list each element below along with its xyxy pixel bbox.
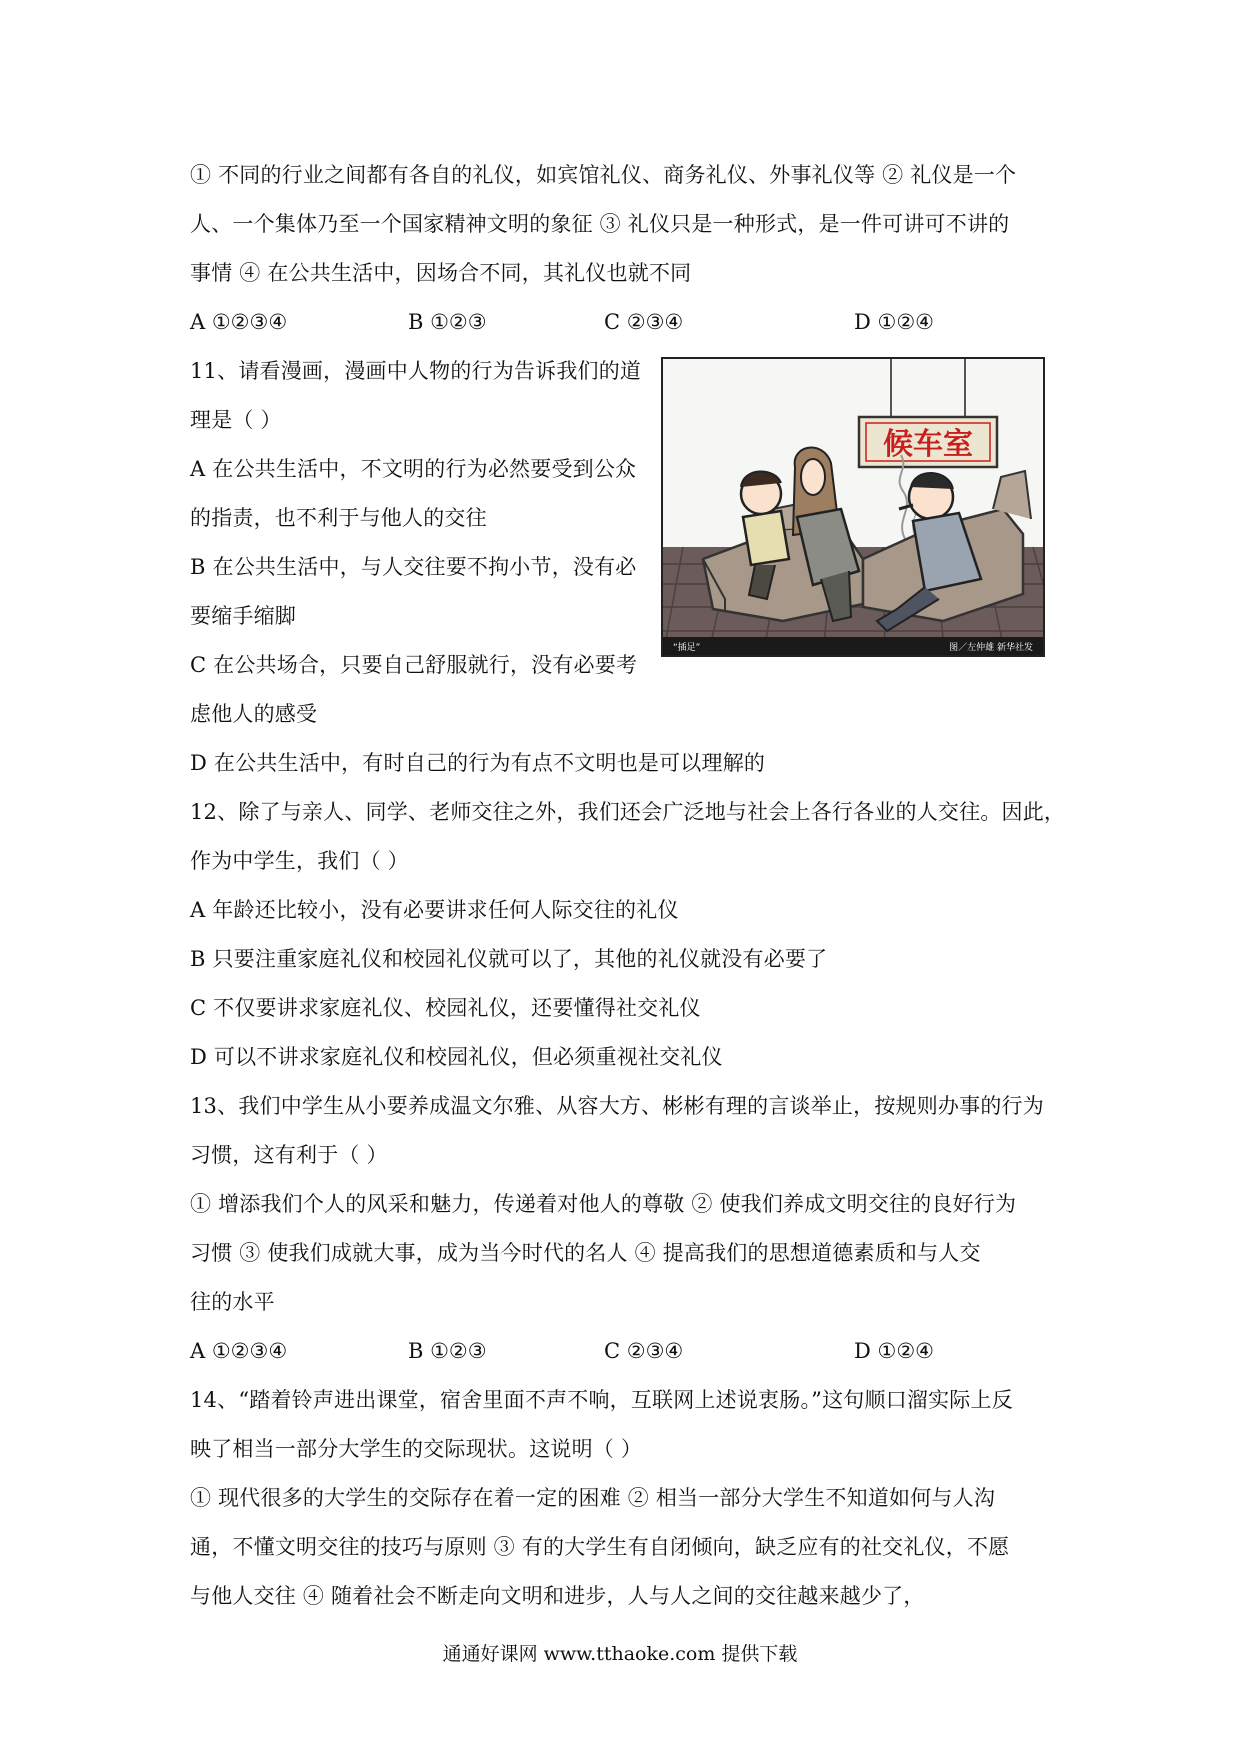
cartoon-sign-text: 候车室 <box>883 427 973 462</box>
q10-choices <box>190 307 1010 337</box>
q13-choice-a: A ①②③④ <box>190 1339 288 1363</box>
q11-option-line: 要缩手缩脚 <box>190 604 296 628</box>
page-footer: 通通好课网 www.tthaoke.com 提供下载 <box>442 1643 798 1665</box>
q11-question-line: 11、请看漫画，漫画中人物的行为告诉我们的道 <box>190 359 642 383</box>
q13-question-line: 习惯，这有利于（ ） <box>190 1143 388 1167</box>
q10-choice-d: D ①②④ <box>854 310 934 334</box>
q12-option-line: D 可以不讲求家庭礼仪和校园礼仪，但必须重视社交礼仪 <box>190 1045 723 1069</box>
q13-choice-d: D ①②④ <box>854 1339 934 1363</box>
q14-statement-line: 通，不懂文明交往的技巧与原则 ③ 有的大学生有自闭倾向，缺乏应有的社交礼仪，不愿 <box>190 1535 1010 1559</box>
q14-question-line: 14、“踏着铃声进出课堂，宿舍里面不声不响，互联网上述说衷肠。”这句顺口溜实际上反 <box>190 1388 1013 1412</box>
cartoon-illustration <box>661 357 1045 657</box>
cartoon-caption-title: “插足” <box>673 643 701 653</box>
cartoon-waiting-room-smoker-icon <box>663 359 1043 655</box>
q11-option-line: 的指责，也不利于与他人的交往 <box>190 506 487 530</box>
q10-statement-line: 人、一个集体乃至一个国家精神文明的象征 ③ 礼仪只是一种形式，是一件可讲可不讲的 <box>190 212 1010 236</box>
q12-option-line: C 不仅要讲求家庭礼仪、校园礼仪，还要懂得社交礼仪 <box>190 996 701 1020</box>
q11-option-line: D 在公共生活中，有时自己的行为有点不文明也是可以理解的 <box>190 751 766 775</box>
q13-choice-c: C ②③④ <box>604 1339 684 1363</box>
q13-question-line: 13、我们中学生从小要养成温文尔雅、从容大方、彬彬有理的言谈举止，按规则办事的行为 <box>190 1094 1044 1118</box>
q14-question-line: 映了相当一部分大学生的交际现状。这说明（ ） <box>190 1437 643 1461</box>
q13-choice-b: B ①②③ <box>408 1339 487 1363</box>
q14-statement-line: 与他人交往 ④ 随着社会不断走向文明和进步，人与人之间的交往越来越少了， <box>190 1584 925 1608</box>
q13-statement-line: 习惯 ③ 使我们成就大事，成为当今时代的名人 ④ 提高我们的思想道德素质和与人交 <box>190 1241 981 1265</box>
q12-option-line: A 年龄还比较小，没有必要讲求任何人际交往的礼仪 <box>190 898 679 922</box>
q11-option-line: B 在公共生活中，与人交往要不拘小节，没有必 <box>190 555 637 579</box>
q14-statement-line: ① 现代很多的大学生的交际存在着一定的困难 ② 相当一部分大学生不知道如何与人沟 <box>190 1486 996 1510</box>
cartoon-caption-credit: 图／左仲雄 新华社发 <box>949 643 1033 653</box>
q12-question-line: 12、除了与亲人、同学、老师交往之外，我们还会广泛地与社会上各行各业的人交往。因此， <box>190 800 1066 824</box>
q12-question-line: 作为中学生，我们（ ） <box>190 849 409 873</box>
q10-statement-line: 事情 ④ 在公共生活中，因场合不同，其礼仪也就不同 <box>190 261 692 285</box>
q13-choices <box>190 1336 1010 1366</box>
q10-choice-c: C ②③④ <box>604 310 684 334</box>
q10-statement-line: ① 不同的行业之间都有各自的礼仪，如宾馆礼仪、商务礼仪、外事礼仪等 ② 礼仪是一个 <box>190 163 1017 187</box>
q10-choice-a: A ①②③④ <box>190 310 288 334</box>
q13-statement-line: ① 增添我们个人的风采和魅力，传递着对他人的尊敬 ② 使我们养成文明交往的良好行为 <box>190 1192 1017 1216</box>
q11-question-line: 理是（ ） <box>190 408 282 432</box>
q11-option-line: A 在公共生活中，不文明的行为必然要受到公众 <box>190 457 637 481</box>
q11-option-line: 虑他人的感受 <box>190 702 318 726</box>
q11-option-line: C 在公共场合，只要自己舒服就行，没有必要考 <box>190 653 638 677</box>
q10-choice-b: B ①②③ <box>408 310 487 334</box>
q13-statement-line: 往的水平 <box>190 1290 275 1314</box>
q12-option-line: B 只要注重家庭礼仪和校园礼仪就可以了，其他的礼仪就没有必要了 <box>190 947 828 971</box>
